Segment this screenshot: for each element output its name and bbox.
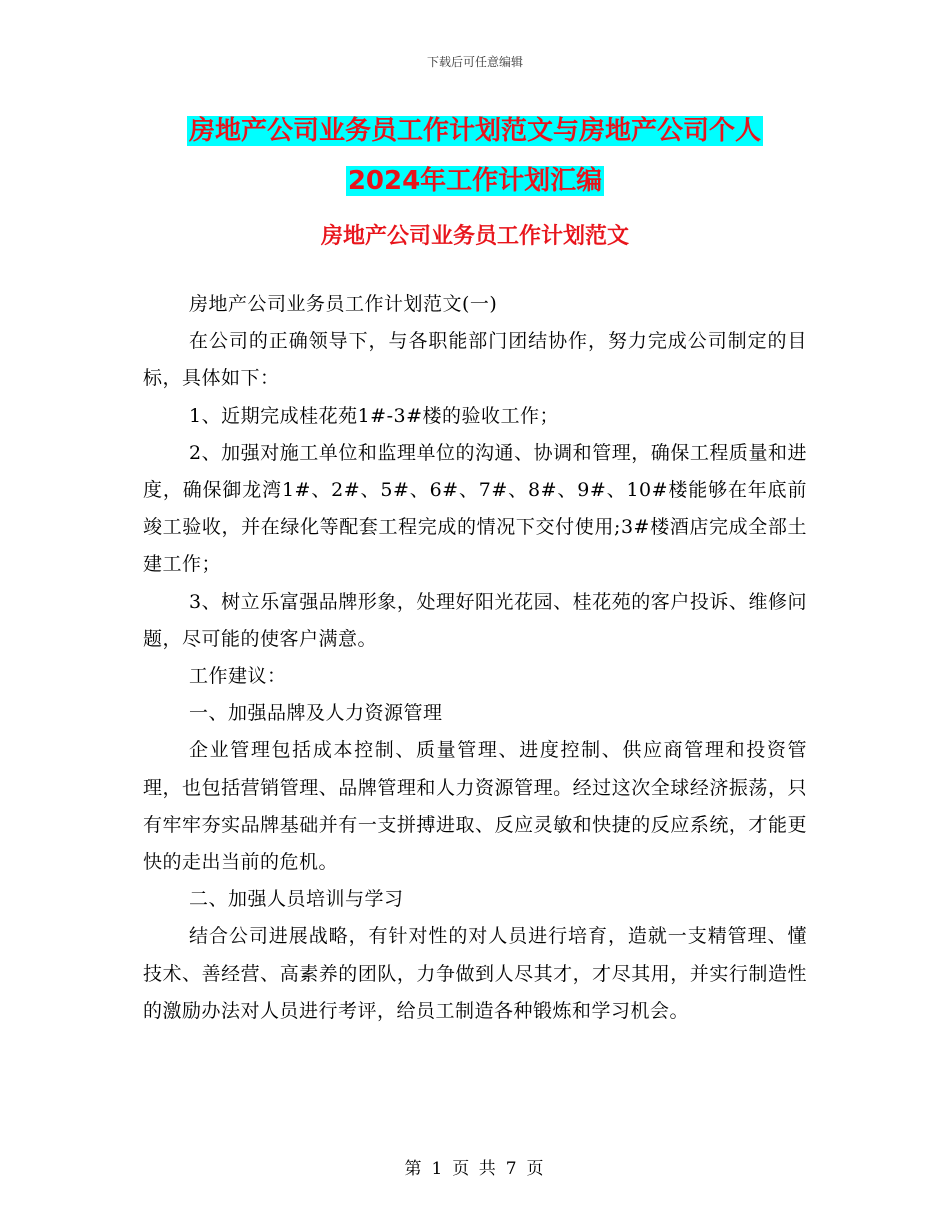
total-pages: 7 — [505, 1159, 519, 1179]
paragraph: 结合公司进展战略，有针对性的对人员进行培育，造就一支精管理、懂技术、善经营、高素养的团队，力争做到人尽其才，才尽其用，并实行制造性的激励办法对人员进行考评，给员工制造各种锻炼和学习机会。 — [143, 925, 807, 1022]
page-number: 1 — [431, 1159, 445, 1179]
footer-prefix: 第 — [404, 1159, 424, 1179]
document-body — [143, 286, 807, 1030]
paragraph: 二、加强人员培训与学习 — [189, 888, 404, 911]
header-note: 下载后可任意编辑 — [426, 55, 523, 69]
document-title — [0, 106, 950, 206]
paragraph: 2、加强对施工单位和监理单位的沟通、协调和管理，确保工程质量和进度，确保御龙湾1#、2#、5#、6#、7#、8#、9#、10#楼能够在年底前竣工验收，并在绿化等配套工程完成的情况下交付使用;3#楼酒店完成全部土建工作； — [143, 441, 807, 576]
paragraph: 3、树立乐富强品牌形象，处理好阳光花园、桂花苑的客户投诉、维修问题，尽可能的使客户满意。 — [143, 590, 807, 650]
title-line-1: 房地产公司业务员工作计划范文与房地产公司个人 — [188, 116, 761, 146]
title-line-2: 2024年工作计划汇编 — [347, 166, 603, 196]
paragraph: 企业管理包括成本控制、质量管理、进度控制、供应商管理和投资管理，也包括营销管理、品牌管理和人力资源管理。经过这次全球经济振荡，只有牢牢夯实品牌基础并有一支拼搏进取、反应灵敏和快捷的反应系统，才能更快的走出当前的危机。 — [143, 739, 807, 874]
section-title: 房地产公司业务员工作计划范文 — [320, 224, 629, 249]
page-footer — [0, 1154, 950, 1179]
paragraph: 1、近期完成桂花苑1#-3#楼的验收工作； — [189, 404, 560, 427]
paragraph: 工作建议： — [189, 665, 287, 688]
footer-middle: 页 共 — [452, 1159, 498, 1179]
paragraph: 一、加强品牌及人力资源管理 — [189, 702, 443, 725]
footer-suffix: 页 — [526, 1159, 546, 1179]
paragraph: 房地产公司业务员工作计划范文(一) — [189, 293, 498, 315]
paragraph: 在公司的正确领导下，与各职能部门团结协作，努力完成公司制定的目标，具体如下： — [143, 330, 807, 390]
